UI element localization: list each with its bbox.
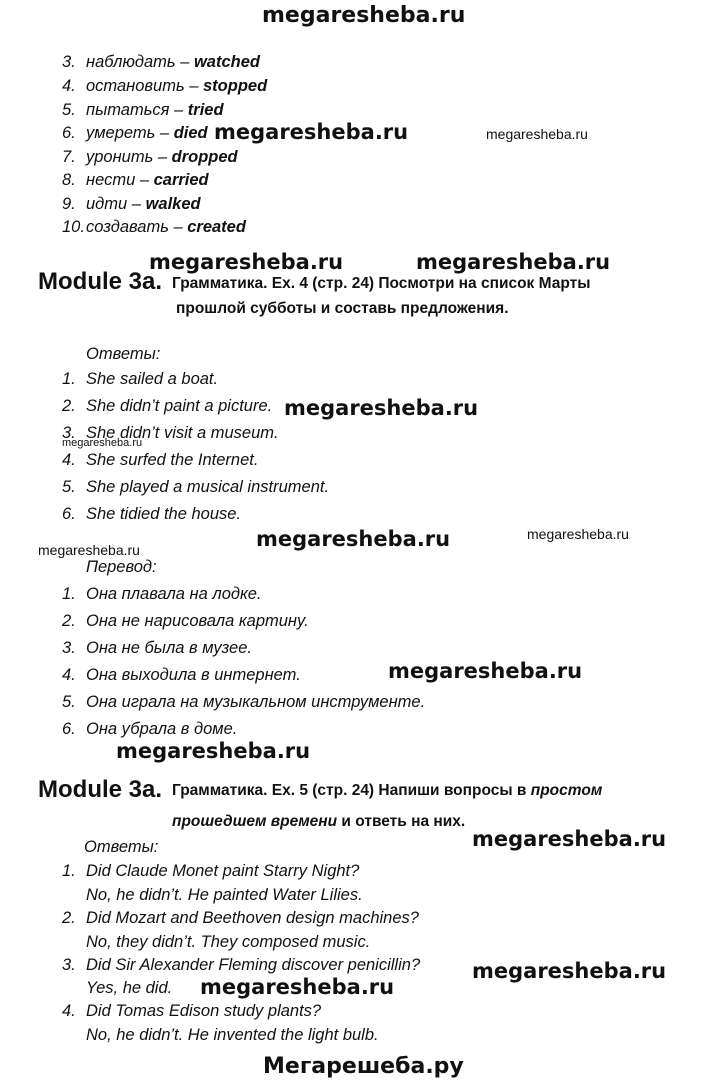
watermark: megaresheba.ru: [284, 396, 479, 420]
watermark-small: megaresheba.ru: [527, 526, 629, 542]
translation-item: 1. Она плавала на лодке.: [62, 585, 262, 603]
watermark: megaresheba.ru: [149, 250, 344, 274]
watermark: megaresheba.ru: [214, 120, 409, 144]
list-item: 5. пытаться – tried: [62, 101, 224, 119]
answer-line: No, they didn’t. They composed music.: [86, 933, 371, 951]
answer-item: 6. She tidied the house.: [62, 505, 242, 523]
module-heading: Module 3a.: [38, 776, 163, 803]
list-item: 10.создавать – created: [62, 218, 246, 236]
task-title: Грамматика. Ex. 5 (стр. 24) Напиши вопросы в простом: [172, 782, 603, 799]
list-item: 4. остановить – stopped: [62, 77, 268, 95]
watermark-small: megaresheba.ru: [62, 437, 143, 449]
watermark: megaresheba.ru: [116, 739, 311, 763]
answer-item: 4. She surfed the Internet.: [62, 451, 259, 469]
watermark: megaresheba.ru: [472, 959, 667, 983]
answer-item: 2. She didn’t paint a picture.: [62, 397, 273, 415]
task-title-continued: прошлой субботы и составь предложения.: [176, 300, 509, 317]
question-item: 4. Did Tomas Edison study plants?: [62, 1002, 322, 1020]
question-item: 2. Did Mozart and Beethoven design machines?: [62, 909, 419, 927]
watermark: megaresheba.ru: [388, 659, 583, 683]
list-item: 9. идти – walked: [62, 195, 201, 213]
translation-item: 2. Она не нарисовала картину.: [62, 612, 309, 630]
footer-title: Мегарешеба.ру: [263, 1054, 464, 1079]
question-item: 3. Did Sir Alexander Fleming discover penicillin?: [62, 956, 421, 974]
translation-label: Перевод:: [86, 558, 157, 576]
watermark-small: megaresheba.ru: [486, 126, 588, 142]
list-item: 7. уронить – dropped: [62, 148, 238, 166]
watermark-small: megaresheba.ru: [38, 542, 140, 558]
answer-line: Yes, he did.: [86, 979, 173, 997]
answers-label: Ответы:: [84, 838, 159, 856]
question-item: 1. Did Claude Monet paint Starry Night?: [62, 862, 360, 880]
watermark: megaresheba.ru: [200, 975, 395, 999]
watermark: megaresheba.ru: [256, 527, 451, 551]
answer-line: No, he didn’t. He invented the light bulb.: [86, 1026, 379, 1044]
answer-item: 3. She didn’t visit a museum.: [62, 424, 279, 442]
list-item: 3. наблюдать – watched: [62, 53, 260, 71]
module-heading: Module 3a.: [38, 268, 163, 295]
translation-item: 6. Она убрала в доме.: [62, 720, 238, 738]
answer-item: 5. She played a musical instrument.: [62, 478, 330, 496]
watermark: megaresheba.ru: [416, 250, 611, 274]
translation-item: 3. Она не была в музее.: [62, 639, 252, 657]
task-title: Грамматика. Ex. 4 (стр. 24) Посмотри на список Марты: [172, 275, 591, 292]
answer-item: 1. She sailed a boat.: [62, 370, 219, 388]
answers-label: Ответы:: [86, 345, 161, 363]
list-item: 8. нести – carried: [62, 171, 209, 189]
watermark: megaresheba.ru: [472, 827, 667, 851]
answer-line: No, he didn’t. He painted Water Lilies.: [86, 886, 363, 904]
translation-item: 4. Она выходила в интернет.: [62, 666, 301, 684]
translation-item: 5. Она играла на музыкальном инструменте.: [62, 693, 426, 711]
task-title-continued: прошедшем времени и ответь на них.: [172, 813, 466, 830]
site-title: megaresheba.ru: [262, 3, 466, 28]
list-item: 6. умереть – died: [62, 124, 208, 142]
